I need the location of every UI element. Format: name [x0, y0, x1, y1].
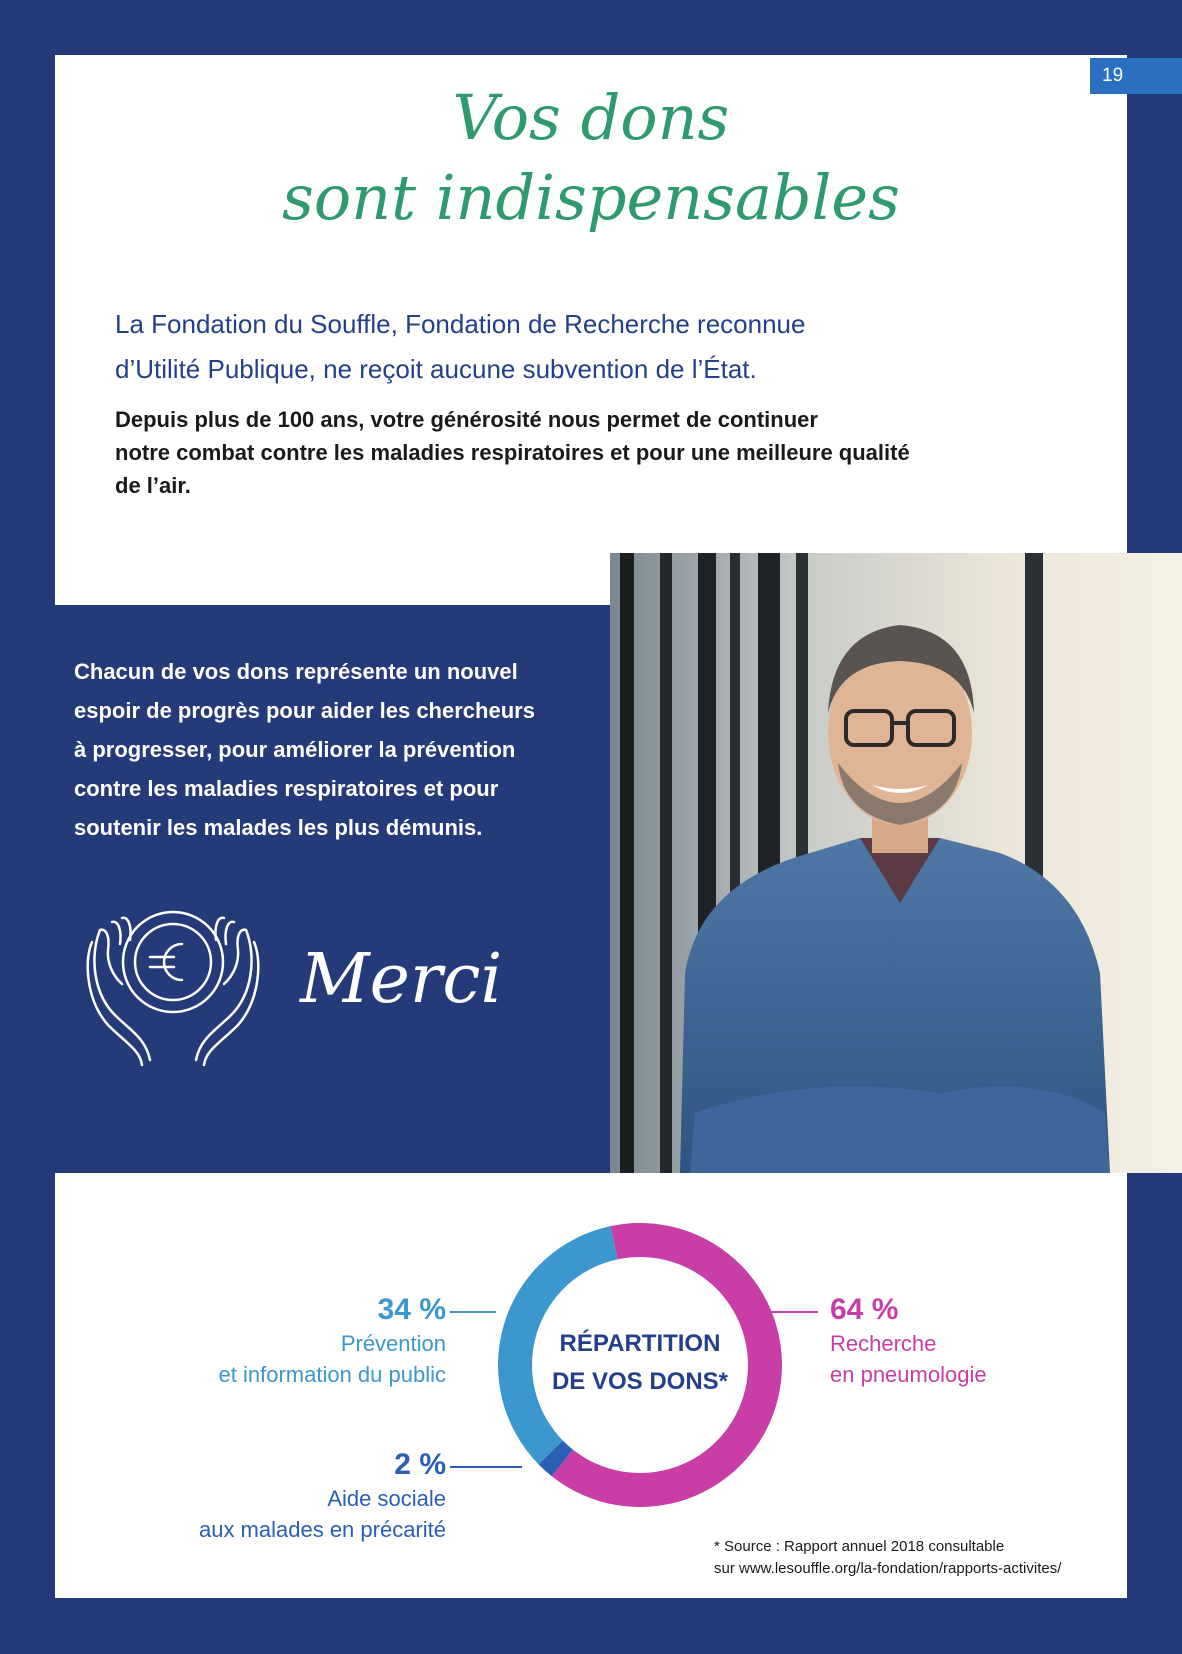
slice-pct-research: 64 %: [830, 1293, 899, 1326]
callout-line-prevention: [450, 1311, 496, 1313]
title-line-2: sont indispensables: [282, 161, 900, 234]
intro-line-1: La Fondation du Souffle, Fondation de Recherche reconnue: [115, 309, 806, 339]
slice-label-research-line-1: Recherche: [830, 1331, 937, 1356]
donut-title-line-1: RÉPARTITION: [559, 1330, 721, 1357]
slice-label-research-line-2: en pneumologie: [830, 1362, 987, 1387]
panel-line-3: à progresser, pour améliorer la prévention: [74, 737, 516, 762]
source-line-2: sur www.lesouffle.org/la-fondation/rapports-activites/: [714, 1560, 1062, 1577]
intro-paragraph: [115, 302, 1015, 392]
merci-text: Merci: [300, 940, 503, 1019]
panel-line-2: espoir de progrès pour aider les chercheurs: [74, 698, 535, 723]
bold-line-2: notre combat contre les maladies respiratoires et pour une meilleure qualité: [115, 440, 910, 465]
panel-line-4: contre les maladies respiratoires et pour: [74, 776, 499, 801]
source-line-1: * Source : Rapport annuel 2018 consultable: [714, 1538, 1005, 1555]
slice-pct-prevention: 34 %: [377, 1293, 446, 1326]
page-title: [0, 78, 1182, 238]
slice-label-social: [100, 1447, 446, 1545]
slice-label-prevention: [100, 1292, 446, 1390]
slice-label-prevention-line-1: Prévention: [340, 1331, 446, 1356]
euro-coin-in-hands-icon: [78, 900, 268, 1070]
source-note: [714, 1536, 1134, 1580]
slice-pct-social: 2 %: [394, 1448, 446, 1481]
bold-line-3: de l’air.: [115, 473, 191, 498]
slice-label-social-line-1: Aide sociale: [327, 1486, 446, 1511]
bold-line-1: Depuis plus de 100 ans, votre générosité nous permet de continuer: [115, 407, 818, 432]
slice-label-social-line-2: aux malades en précarité: [198, 1517, 446, 1542]
donut-center-title: [520, 1325, 760, 1401]
bold-paragraph: [115, 403, 1045, 502]
panel-line-1: Chacun de vos dons représente un nouvel: [74, 659, 518, 684]
man-portrait-photo: [610, 553, 1182, 1173]
donut-title-line-2: DE VOS DONS*: [551, 1368, 729, 1395]
page-number: 19: [1090, 58, 1182, 94]
panel-line-5: soutenir les malades les plus démunis.: [74, 815, 483, 840]
callout-line-research: [770, 1311, 818, 1313]
intro-line-2: d’Utilité Publique, ne reçoit aucune subvention de l’État.: [115, 354, 757, 384]
slice-label-prevention-line-2: et information du public: [218, 1362, 446, 1387]
slice-label-research: [830, 1292, 1160, 1390]
title-line-1: Vos dons: [452, 81, 730, 154]
callout-line-social: [450, 1466, 522, 1468]
panel-text: [74, 652, 614, 847]
